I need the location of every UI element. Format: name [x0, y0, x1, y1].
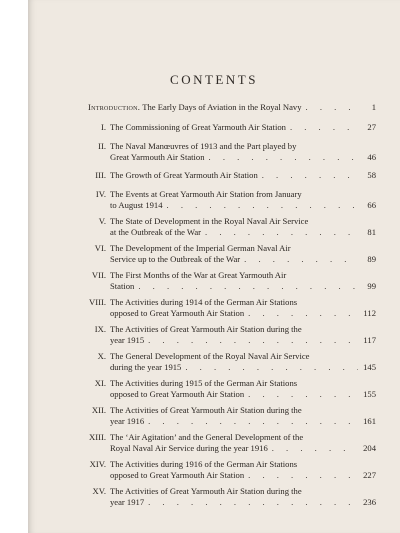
- toc-title-line: The Activities during 1916 of the German Air Stations: [110, 459, 298, 469]
- toc-title-line: The Naval Manœuvres of 1913 and the Part played by: [110, 141, 297, 151]
- toc-entry-10: [97, 351, 376, 373]
- toc-page-number: 89: [367, 254, 376, 264]
- toc-entry-7: [91, 270, 376, 292]
- toc-title-line: The Development of the Imperial German Naval Air: [110, 243, 291, 253]
- toc-page-number: 81: [367, 227, 376, 237]
- toc-page-number: 46: [367, 152, 376, 162]
- leader-dots: [209, 152, 358, 163]
- chapter-number: II.: [98, 141, 106, 151]
- toc-entry-11: [94, 378, 376, 400]
- chapter-number: I.: [100, 122, 106, 132]
- chapter-number: XIV.: [89, 459, 106, 469]
- toc-entry-4: [95, 189, 376, 211]
- toc-title-line: opposed to Great Yarmouth Air Station: [110, 308, 245, 318]
- toc-title-line: The ‘Air Agitation’ and the General Development of the: [110, 432, 304, 442]
- toc-page-number: 1: [371, 102, 376, 112]
- chapter-number: V.: [98, 216, 106, 226]
- toc-entry-15: [92, 486, 376, 508]
- leader-dots: [138, 281, 358, 292]
- leader-dots: [272, 443, 358, 454]
- toc-title-line: The Activities during 1915 of the German Air Stations: [110, 378, 298, 388]
- toc-title-line: year 1916: [110, 416, 145, 426]
- toc-title-line: The General Development of the Royal Naval Air Service: [110, 351, 310, 361]
- chapter-number: VIII.: [89, 297, 106, 307]
- toc-entry-12: [91, 405, 376, 427]
- chapter-number: IV.: [95, 189, 106, 199]
- toc-title-line: opposed to Great Yarmouth Air Station: [110, 470, 245, 480]
- chapter-number: IX.: [94, 324, 106, 334]
- toc-title-line: The Events at Great Yarmouth Air Station from January: [110, 189, 302, 199]
- toc-title-line: The Activities of Great Yarmouth Air Station during the: [110, 486, 302, 496]
- chapter-number: XV.: [92, 486, 106, 496]
- toc-entry-3: [95, 170, 376, 181]
- book-page: [28, 0, 400, 533]
- toc-entry-13: [89, 432, 376, 454]
- toc-page-number: 58: [367, 170, 376, 180]
- toc-title-line: The Activities of Great Yarmouth Air Station during the: [110, 324, 302, 334]
- toc-intro-heading: Introduction.: [88, 102, 141, 112]
- toc-page-number: 117: [363, 335, 376, 345]
- toc-page-number: 161: [363, 416, 376, 426]
- toc-entry-9: [94, 324, 376, 346]
- chapter-number: VI.: [94, 243, 106, 253]
- toc-title-line: year 1917: [110, 497, 145, 507]
- leader-dots: [185, 362, 358, 373]
- toc-page-number: 112: [363, 308, 376, 318]
- leader-dots: [167, 200, 358, 211]
- leader-dots: [148, 497, 358, 508]
- leader-dots: [244, 254, 358, 265]
- toc-page-number: 145: [363, 362, 376, 372]
- toc-title-line: opposed to Great Yarmouth Air Station: [110, 389, 245, 399]
- leader-dots: [248, 308, 358, 319]
- toc-page-number: 99: [367, 281, 376, 291]
- leader-dots: [248, 389, 358, 400]
- toc-title: The Commissioning of Great Yarmouth Air Station: [110, 122, 286, 132]
- toc-title-line: The First Months of the War at Great Yarmouth Air: [110, 270, 287, 280]
- toc-title-line: Great Yarmouth Air Station: [110, 152, 205, 162]
- toc-page-number: 227: [363, 470, 376, 480]
- leader-dots: [205, 227, 358, 238]
- contents-title: CONTENTS: [170, 72, 258, 87]
- toc-title-line: year 1915: [110, 335, 145, 345]
- leader-dots: [148, 416, 358, 427]
- toc-page-number: 66: [367, 200, 376, 210]
- toc-entry-6: [94, 243, 376, 265]
- toc-entry-2: [98, 141, 376, 163]
- toc-title-line: The Activities during 1914 of the German Air Stations: [110, 297, 298, 307]
- chapter-number: III.: [95, 170, 106, 180]
- toc-title-line: at the Outbreak of the War: [110, 227, 202, 237]
- chapter-number: XI.: [94, 378, 106, 388]
- chapter-number: XII.: [91, 405, 106, 415]
- toc-page-number: 204: [363, 443, 376, 453]
- toc-title-line: Station: [110, 281, 135, 291]
- toc-title-line: The Activities of Great Yarmouth Air Station during the: [110, 405, 302, 415]
- toc-page-number: 27: [367, 122, 376, 132]
- leader-dots: [248, 470, 358, 481]
- toc-title-line: The State of Development in the Royal Naval Air Service: [110, 216, 309, 226]
- toc-entry-8: [89, 297, 376, 319]
- toc-line: [88, 102, 376, 113]
- toc-entry-1: [100, 122, 376, 133]
- leader-dots: [306, 102, 358, 113]
- toc-entry-5: [98, 216, 376, 238]
- leader-dots: [262, 170, 358, 181]
- toc-entry-14: [89, 459, 376, 481]
- chapter-number: VII.: [91, 270, 106, 280]
- chapter-number: X.: [97, 351, 106, 361]
- toc-title: The Early Days of Aviation in the Royal Navy: [142, 102, 302, 112]
- toc-title-line: during the year 1915: [110, 362, 182, 372]
- leader-dots: [290, 122, 358, 133]
- toc-title-line: to August 1914: [110, 200, 163, 210]
- toc-title-line: Royal Naval Air Service during the year 1916: [110, 443, 268, 453]
- toc-entry-introduction: [88, 102, 376, 113]
- toc-page-number: 155: [363, 389, 376, 399]
- toc-title: The Growth of Great Yarmouth Air Station: [110, 170, 258, 180]
- chapter-number: XIII.: [89, 432, 106, 442]
- toc-page-number: 236: [363, 497, 376, 507]
- leader-dots: [148, 335, 358, 346]
- toc-title-line: Service up to the Outbreak of the War: [110, 254, 241, 264]
